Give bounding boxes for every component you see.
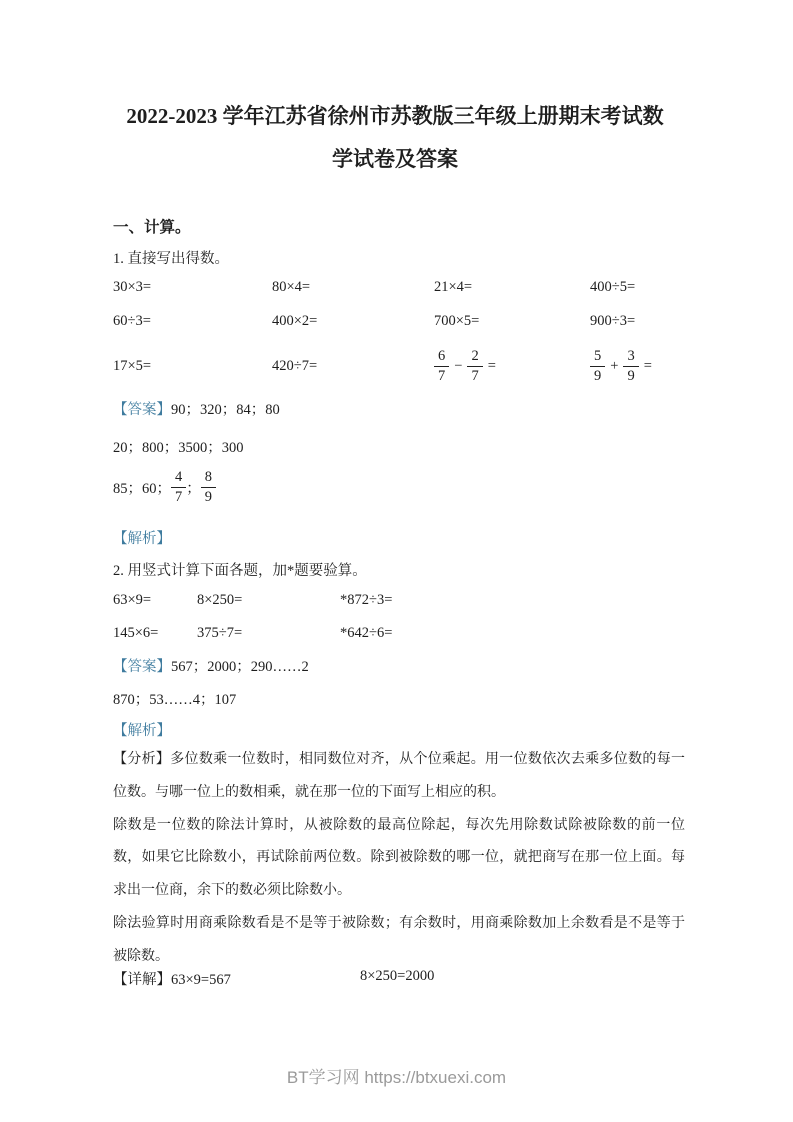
question-1-answer-line-3 xyxy=(113,462,216,512)
math-expression: 900÷3= xyxy=(590,313,636,329)
detail-item xyxy=(113,968,360,989)
fraction-expression xyxy=(590,347,685,384)
answer-values: 567；2000；290……2 xyxy=(171,659,309,675)
fraction: $\frac{4}{7}$ xyxy=(171,468,186,505)
math-expression: 63×9=567 xyxy=(171,972,231,988)
fraction: $\frac{8}{9}$ xyxy=(201,468,216,505)
question-1-row-2 xyxy=(113,313,685,330)
detail-line xyxy=(113,968,685,989)
math-expression: 8×250= xyxy=(197,592,243,608)
answer-tag: 【答案】 xyxy=(113,659,171,675)
question-2-row-2 xyxy=(113,625,685,642)
math-expression: *872÷3= xyxy=(340,592,393,608)
answer-values: 85；60； xyxy=(113,480,171,497)
answer-values: 90；320；84；80 xyxy=(171,402,280,418)
math-expression: 17×5= xyxy=(113,357,152,374)
operator: − xyxy=(454,357,463,374)
analysis-paragraph: 除法验算时用商乘除数看是不是等于被除数；有余数时，用商乘除数加上余数看是不是等于被除数。 xyxy=(113,915,685,964)
answer-tag: 【答案】 xyxy=(113,402,171,418)
site-watermark xyxy=(0,1063,793,1088)
math-expression: 700×5= xyxy=(434,313,480,329)
math-expression: 8×250=2000 xyxy=(360,968,435,984)
math-expression: 145×6= xyxy=(113,625,159,641)
math-expression: 21×4= xyxy=(434,279,473,295)
document-title-line1: 2022-2023 学年江苏省徐州市苏教版三年级上册期末考试数 xyxy=(126,104,664,128)
question-1-answer-line-2: 20；800；3500；300 xyxy=(113,440,244,456)
analysis-paragraph: 除数是一位数的除法计算时，从被除数的最高位除起，每次先用除数试除被除数的前一位数，如果它比除数小，再试除前两位数。除到被除数的哪一位，就把商写在那一位上面。每求出一位商，余下的数必须比除数小。 xyxy=(113,817,685,899)
math-expression: 375÷7= xyxy=(197,625,243,641)
document-title xyxy=(95,95,695,181)
analysis-tag: 【解析】 xyxy=(113,723,171,739)
analysis-paragraph: 【分析】多位数乘一位数时，相同数位对齐，从个位乘起。用一位数依次去乘多位数的每一位数。与哪一位上的数相乘，就在那一位的下面写上相应的积。 xyxy=(113,752,685,800)
question-2-row-1 xyxy=(113,592,685,609)
math-expression: 80×4= xyxy=(272,279,311,295)
math-expression: 30×3= xyxy=(113,279,152,295)
math-expression: 400÷5= xyxy=(590,279,636,295)
question-2-answer-line-2: 870；53……4；107 xyxy=(113,692,237,708)
math-expression: 63×9= xyxy=(113,592,152,608)
site-watermark-link[interactable]: BT学习网 https://btxuexi.com xyxy=(286,1068,507,1087)
question-2-label: 2. 用竖式计算下面各题，加*题要验算。 xyxy=(113,563,367,579)
math-expression: *642÷6= xyxy=(340,625,393,641)
fraction-expression xyxy=(434,347,590,384)
separator: ； xyxy=(186,480,201,497)
math-expression: 420÷7= xyxy=(272,357,318,374)
question-1-row-1 xyxy=(113,279,685,296)
analysis-tag: 【解析】 xyxy=(113,531,171,547)
question-1-answer-line-1 xyxy=(113,398,280,419)
question-2-answer-line-1 xyxy=(113,655,309,676)
equals-sign: = xyxy=(643,357,652,374)
operator: + xyxy=(610,357,619,374)
fraction: $\frac{2}{7}$ xyxy=(467,347,482,384)
detail-tag: 【详解】 xyxy=(113,972,171,988)
fraction: $\frac{3}{9}$ xyxy=(623,347,638,384)
equals-sign: = xyxy=(487,357,496,374)
analysis-text xyxy=(113,744,685,974)
section-heading: 一、计算。 xyxy=(113,219,191,236)
document-title-line2: 学试卷及答案 xyxy=(332,147,458,171)
question-1-label: 1. 直接写出得数。 xyxy=(113,251,229,267)
math-expression: 400×2= xyxy=(272,313,318,329)
fraction: $\frac{5}{9}$ xyxy=(590,347,605,384)
fraction: $\frac{6}{7}$ xyxy=(434,347,449,384)
question-1-row-3 xyxy=(113,340,685,392)
math-expression: 60÷3= xyxy=(113,313,151,329)
